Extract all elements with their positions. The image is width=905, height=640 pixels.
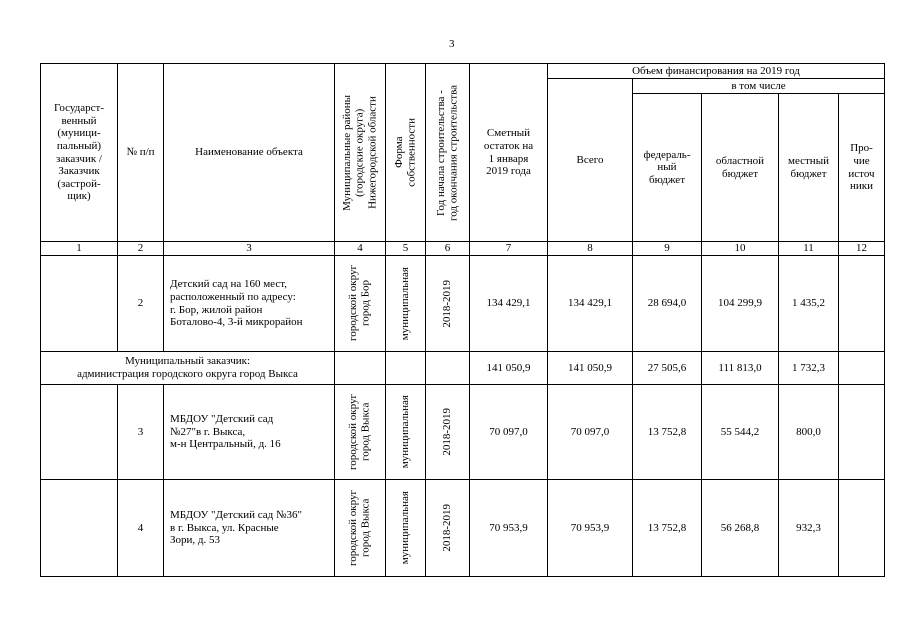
- col-number: 7: [470, 242, 548, 256]
- row-total: 134 429,1: [548, 256, 633, 352]
- customer-local: 1 732,3: [779, 352, 839, 385]
- customer-other: [839, 352, 885, 385]
- row-name: Детский сад на 160 мест, расположенный по адресу: г. Бор, жилой район Боталово-4, 3-й микрорайон: [164, 256, 335, 352]
- row-local: 1 435,2: [779, 256, 839, 352]
- row-name: МБДОУ "Детский сад №36" в г. Выкса, ул. Красные Зори, д. 53: [164, 480, 335, 577]
- row-estimate: 70 953,9: [470, 480, 548, 577]
- header-local: местный бюджет: [779, 94, 839, 242]
- customer-federal: 27 505,6: [633, 352, 702, 385]
- customer-label: Муниципальный заказчик: администрация городского округа город Выкса: [41, 352, 335, 385]
- row-regional: 55 544,2: [702, 385, 779, 480]
- col-number: 4: [335, 242, 386, 256]
- row-num: 2: [118, 256, 164, 352]
- header-num: № п/п: [118, 64, 164, 242]
- row-regional: 56 268,8: [702, 480, 779, 577]
- col-number: 11: [779, 242, 839, 256]
- row-local: 932,3: [779, 480, 839, 577]
- header-ownership: Форма собственности: [392, 118, 418, 187]
- row-other: [839, 385, 885, 480]
- row-regional: 104 299,9: [702, 256, 779, 352]
- col-number: 8: [548, 242, 633, 256]
- col-number: 6: [426, 242, 470, 256]
- header-funding: Объем финансирования на 2019 год: [548, 64, 885, 79]
- row-num: 4: [118, 480, 164, 577]
- row-federal: 13 752,8: [633, 385, 702, 480]
- row-num: 3: [118, 385, 164, 480]
- page-number: 3: [449, 38, 455, 50]
- customer-row: [41, 352, 885, 385]
- col-number: 3: [164, 242, 335, 256]
- header-federal: федераль- ный бюджет: [633, 94, 702, 242]
- row-years: 2018-2019: [441, 408, 454, 456]
- row-local: 800,0: [779, 385, 839, 480]
- row-total: 70 953,9: [548, 480, 633, 577]
- financing-table: [40, 63, 885, 577]
- row-ownership: муниципальная: [399, 395, 412, 469]
- customer-estimate: 141 050,9: [470, 352, 548, 385]
- row-estimate: 70 097,0: [470, 385, 548, 480]
- row-other: [839, 256, 885, 352]
- row-name: МБДОУ "Детский сад №27"в г. Выкса, м-н Центральный, д. 16: [164, 385, 335, 480]
- row-district: городской округ город Выкса: [347, 393, 372, 471]
- row-district: городской округ город Бор: [347, 265, 372, 342]
- column-numbers-row: [41, 242, 885, 256]
- table-row: [41, 256, 885, 352]
- header-years: Год начала строительства - год окончания строительства: [434, 84, 460, 221]
- row-federal: 28 694,0: [633, 256, 702, 352]
- row-district: городской округ город Выкса: [347, 489, 372, 567]
- row-other: [839, 480, 885, 577]
- col-number: 10: [702, 242, 779, 256]
- col-number: 12: [839, 242, 885, 256]
- row-ownership: муниципальная: [399, 266, 412, 341]
- header-estimate: Сметный остаток на 1 января 2019 года: [470, 64, 548, 242]
- table-row: [41, 385, 885, 480]
- col-number: 5: [386, 242, 426, 256]
- col-number: 9: [633, 242, 702, 256]
- customer-regional: 111 813,0: [702, 352, 779, 385]
- header-including: в том числе: [633, 79, 885, 94]
- row-federal: 13 752,8: [633, 480, 702, 577]
- customer-total: 141 050,9: [548, 352, 633, 385]
- header-total: Всего: [548, 79, 633, 242]
- row-total: 70 097,0: [548, 385, 633, 480]
- row-ownership: муниципальная: [399, 491, 412, 565]
- header-customer: Государст- венный (муници- пальный) заказчик / Заказчик (застрой- щик): [41, 64, 118, 242]
- row-estimate: 134 429,1: [470, 256, 548, 352]
- header-name: Наименование объекта: [164, 64, 335, 242]
- row-years: 2018-2019: [441, 279, 454, 328]
- header-regional: областной бюджет: [702, 94, 779, 242]
- header-other: Про- чие источ ники: [839, 94, 885, 242]
- col-number: 1: [41, 242, 118, 256]
- header-districts: Муниципальные районы (городские округа) Нижегородской области: [341, 94, 379, 211]
- col-number: 2: [118, 242, 164, 256]
- table-row: [41, 480, 885, 577]
- row-years: 2018-2019: [441, 504, 454, 552]
